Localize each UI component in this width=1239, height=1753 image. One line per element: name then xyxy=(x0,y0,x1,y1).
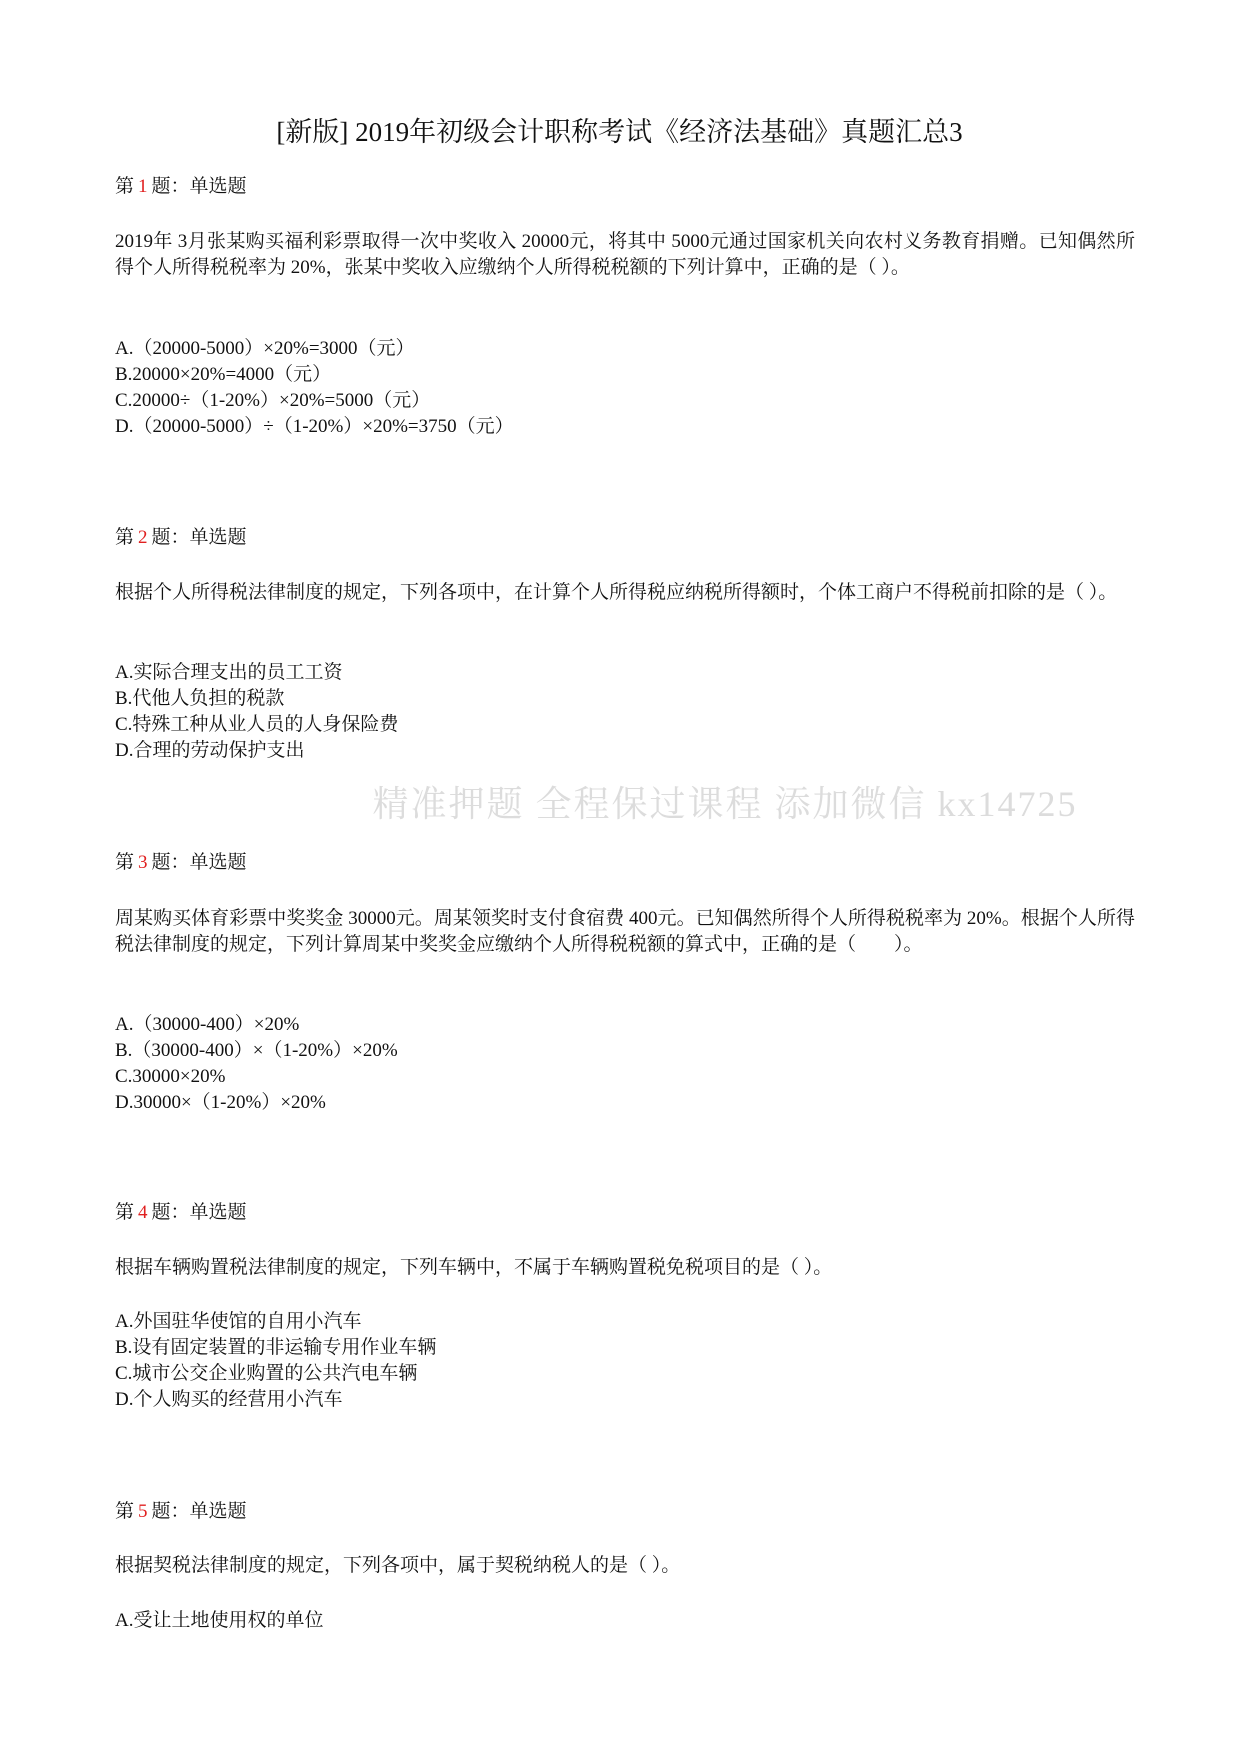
question-type: 题：单选题 xyxy=(151,1501,247,1522)
option-b: B.设有固定装置的非运输专用作业车辆 xyxy=(115,1337,437,1358)
document-title: [新版] 2019年初级会计职称考试《经济法基础》真题汇总3 xyxy=(276,117,963,147)
question-type: 题：单选题 xyxy=(151,527,247,548)
option-d: D.合理的劳动保护支出 xyxy=(115,740,305,761)
question-header xyxy=(115,1200,1135,1226)
question-type: 题：单选题 xyxy=(151,852,247,873)
option-b: B.（30000-400）×（1-20%）×20% xyxy=(115,1040,398,1061)
header-prefix: 第 xyxy=(115,176,135,197)
question-stem: 根据契税法律制度的规定，下列各项中，属于契税纳税人的是（ ）。 xyxy=(115,1555,681,1576)
question-5 xyxy=(115,1499,1135,1631)
question-stem: 2019年 3月张某购买福利彩票取得一次中奖收入 20000元，将其中 5000元通过国家机关向农村义务教育捐赠。已知偶然所得个人所得税税率为 20%，张某中奖收入应缴纳个人所得税税额的下列计算中，正确的是（ ）。 xyxy=(115,231,1135,278)
option-c: C.特殊工种从业人员的人身保险费 xyxy=(115,714,399,735)
option-c: C.城市公交企业购置的公共汽电车辆 xyxy=(115,1363,418,1384)
question-stem: 根据车辆购置税法律制度的规定，下列车辆中，不属于车辆购置税免税项目的是（ ）。 xyxy=(115,1257,833,1278)
option-a: A.外国驻华使馆的自用小汽车 xyxy=(115,1311,362,1332)
question-stem: 根据个人所得税法律制度的规定，下列各项中，在计算个人所得税应纳税所得额时，个体工商户不得税前扣除的是（ ）。 xyxy=(115,582,1118,603)
options-list xyxy=(115,660,398,764)
option-a: A.实际合理支出的员工工资 xyxy=(115,662,343,683)
question-stem: 周某购买体育彩票中奖奖金 30000元。周某领奖时支付食宿费 400元。已知偶然所得个人所得税税率为 20%。根据个人所得税法律制度的规定，下列计算周某中奖奖金应缴纳个人所得税税额的算式中，正确的是（ ）。 xyxy=(115,908,1135,955)
question-header xyxy=(115,850,1135,876)
question-header xyxy=(115,174,1135,200)
options-list xyxy=(115,1608,323,1634)
option-b: B.20000×20%=4000（元） xyxy=(115,364,332,385)
option-a: A.（30000-400）×20% xyxy=(115,1014,300,1035)
question-1 xyxy=(115,174,1135,437)
header-prefix: 第 xyxy=(115,527,135,548)
question-number: 3 xyxy=(138,852,148,873)
option-c: C.20000÷（1-20%）×20%=5000（元） xyxy=(115,390,431,411)
watermark: 精准押题 全程保过课程 添加微信 kx14725 xyxy=(372,784,1078,824)
option-a: A.（20000-5000）×20%=3000（元） xyxy=(115,338,415,359)
options-list xyxy=(115,1309,436,1413)
header-prefix: 第 xyxy=(115,1202,135,1223)
options-list xyxy=(115,1012,398,1116)
header-prefix: 第 xyxy=(115,852,135,873)
question-2 xyxy=(115,525,1135,761)
option-d: D.个人购买的经营用小汽车 xyxy=(115,1389,343,1410)
option-a: A.受让土地使用权的单位 xyxy=(115,1610,324,1631)
options-list xyxy=(115,336,514,440)
option-b: B.代他人负担的税款 xyxy=(115,688,285,709)
question-header xyxy=(115,525,1135,551)
question-type: 题：单选题 xyxy=(151,176,247,197)
question-number: 4 xyxy=(138,1202,148,1223)
question-number: 5 xyxy=(138,1501,148,1522)
option-d: D.（20000-5000）÷（1-20%）×20%=3750（元） xyxy=(115,416,514,437)
question-header xyxy=(115,1499,1135,1525)
question-4 xyxy=(115,1200,1135,1410)
question-type: 题：单选题 xyxy=(151,1202,247,1223)
question-number: 2 xyxy=(138,527,148,548)
question-number: 1 xyxy=(138,176,148,197)
header-prefix: 第 xyxy=(115,1501,135,1522)
option-c: C.30000×20% xyxy=(115,1066,226,1087)
option-d: D.30000×（1-20%）×20% xyxy=(115,1092,326,1113)
question-3 xyxy=(115,850,1135,1113)
